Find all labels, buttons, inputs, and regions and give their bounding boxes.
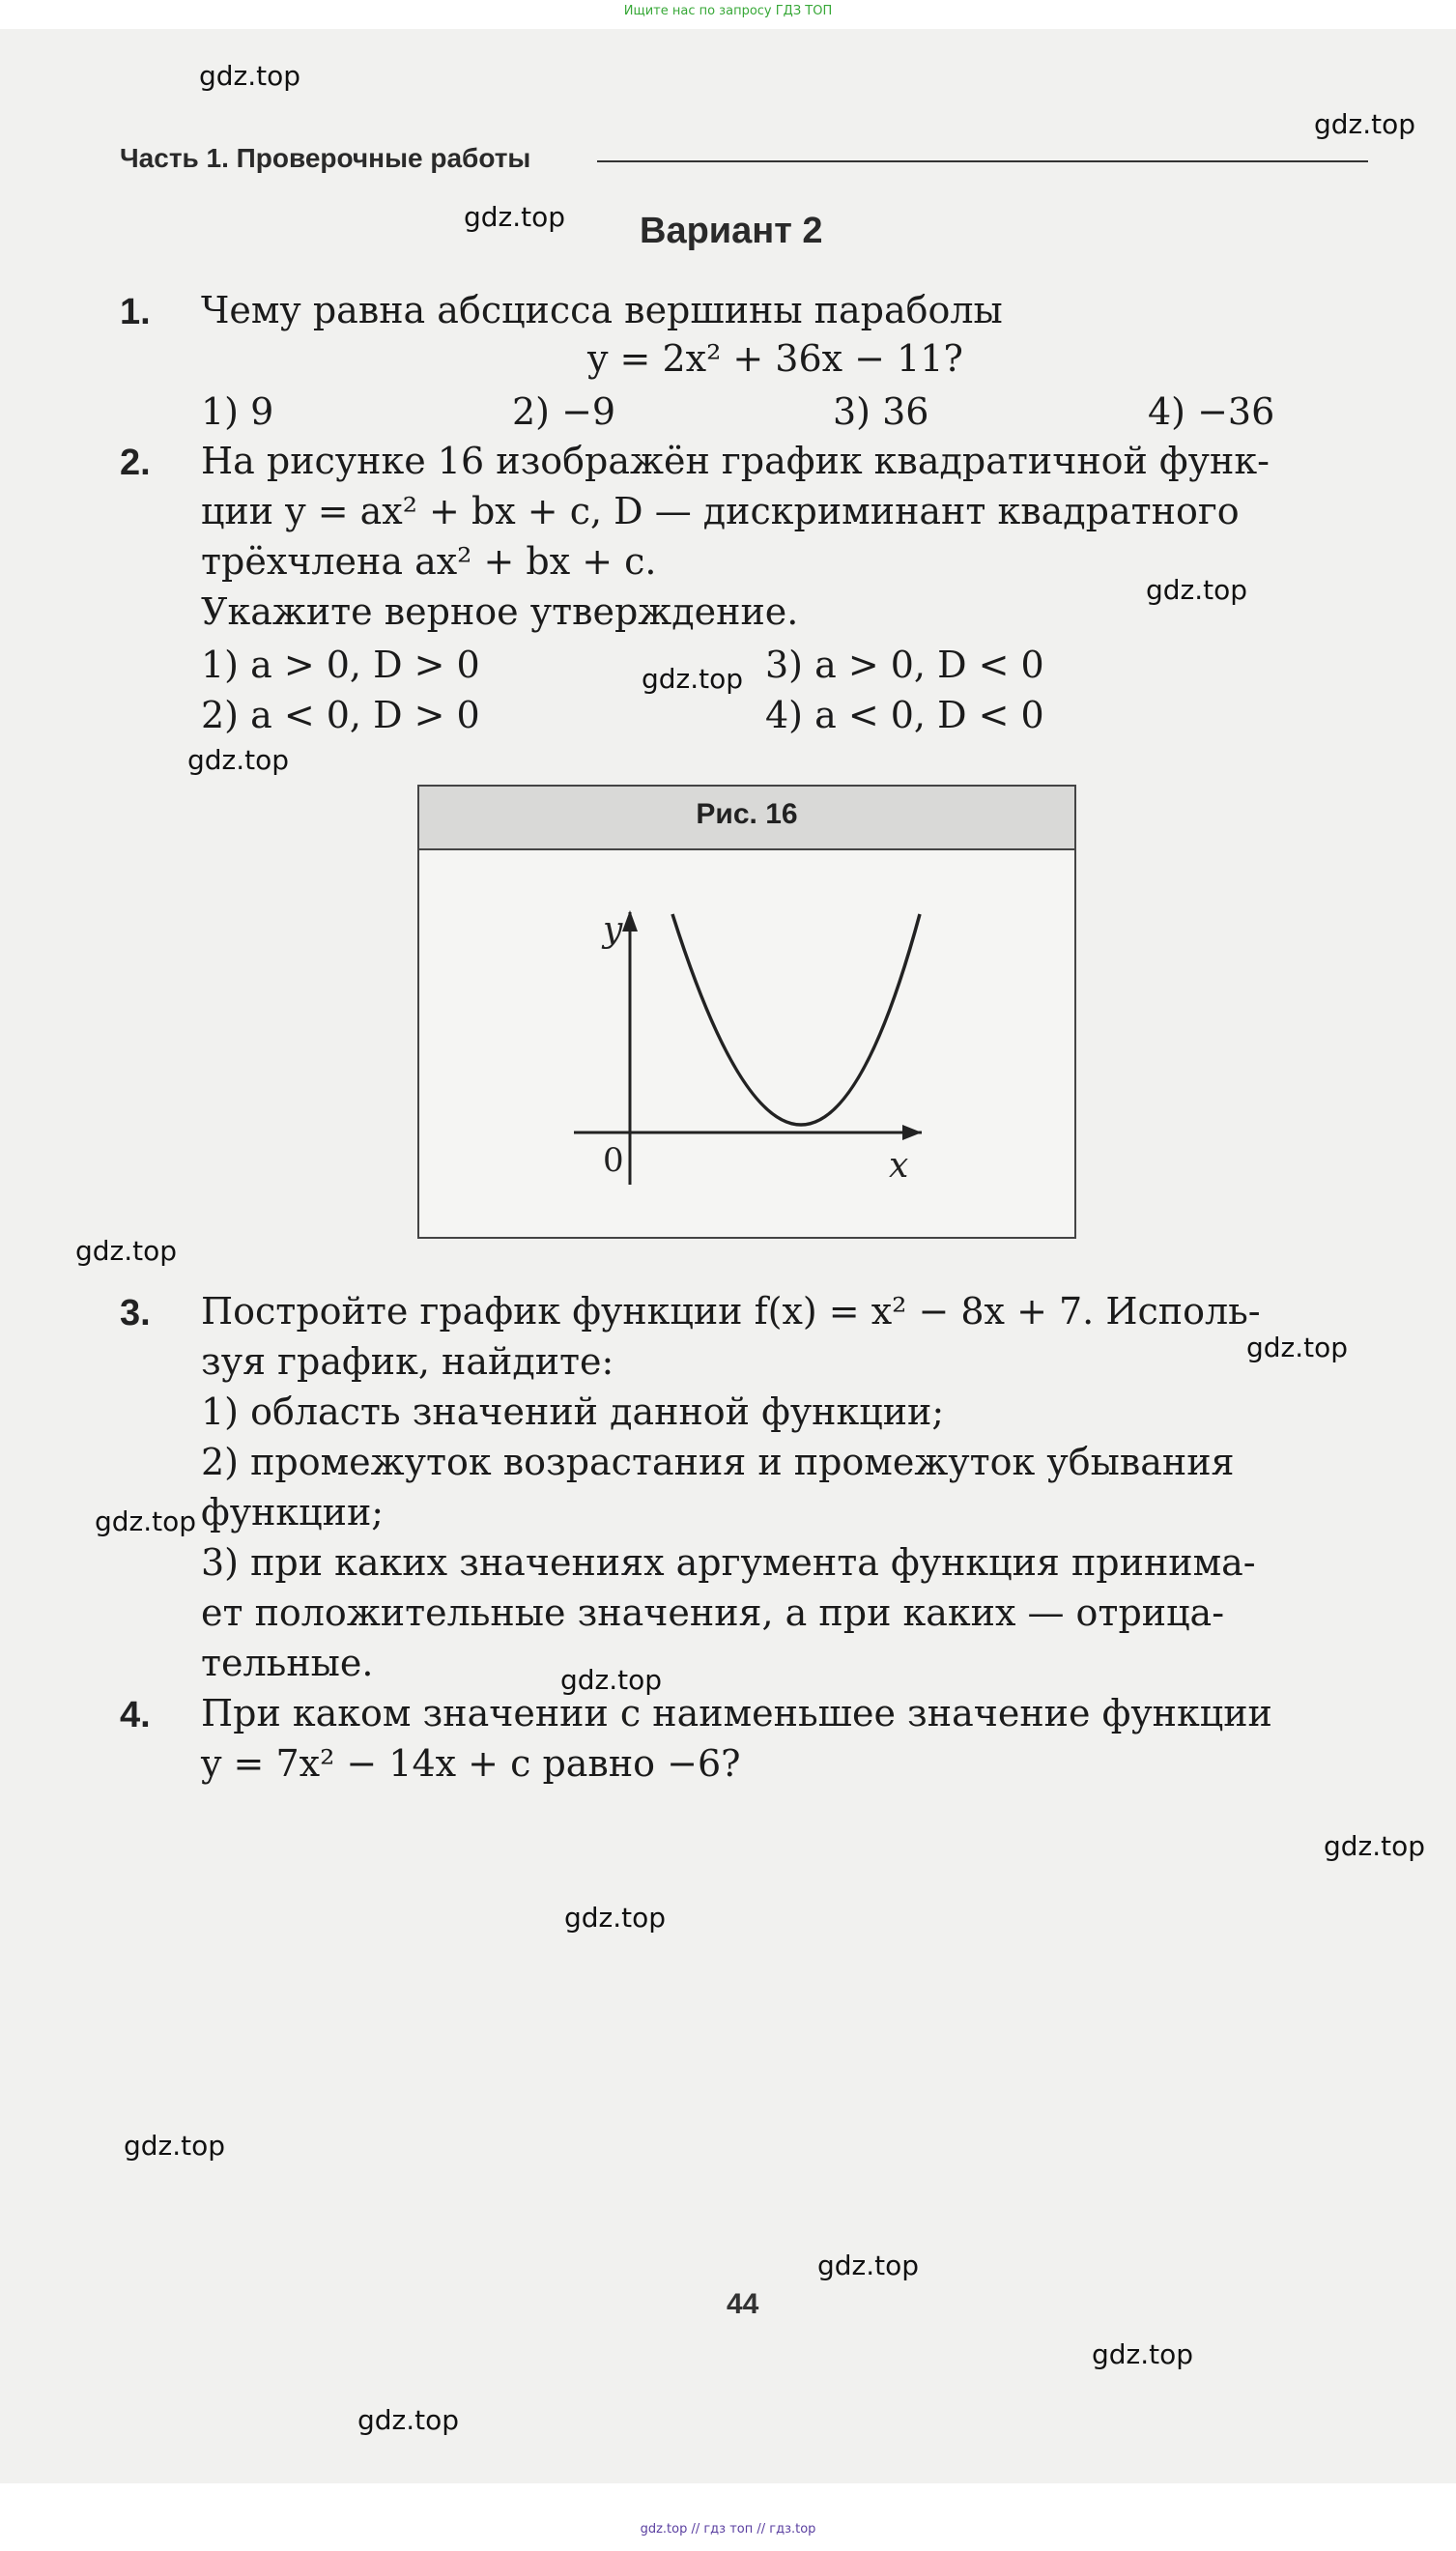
task-text-line: ции y = ax² + bx + c, D — дискриминант квадратного [201,490,1240,532]
watermark: gdz.top [464,201,566,233]
answer-option: 2) a < 0, D > 0 [201,694,480,736]
task-formula: y = 2x² + 36x − 11? [587,337,963,380]
task-text-line: тельные. [201,1642,374,1684]
task-text-line: y = 7x² − 14x + c равно −6? [201,1742,741,1785]
watermark: gdz.top [1314,108,1416,140]
task-text-line: 2) промежуток возрастания и промежуток убывания [201,1441,1235,1483]
task-text-line: 3) при каких значениях аргумента функция принима- [201,1541,1256,1584]
task-text-line: Постройте график функции f(x) = x² − 8x + 7. Исполь- [201,1290,1261,1333]
figure-16 [417,785,1076,1239]
watermark: gdz.top [187,744,290,776]
section-header: Часть 1. Проверочные работы [120,143,531,173]
watermark: gdz.top [357,2404,460,2436]
variant-title: Вариант 2 [640,211,823,251]
page-number: 44 [727,2288,759,2320]
x-axis-arrow [902,1125,922,1140]
answer-option: 1) a > 0, D > 0 [201,644,480,686]
answer-option: 3) 36 [833,390,929,433]
watermark: gdz.top [1146,574,1248,606]
watermark: gdz.top [560,1664,663,1696]
header-divider [597,160,1368,162]
task-number: 1. [120,292,151,332]
task-text-line: ет положительные значения, а при каких — отрица- [201,1591,1225,1634]
task-text-line: Чему равна абсцисса вершины параболы [201,289,1003,331]
y-axis-arrow [622,910,638,932]
parabola-graph [419,787,1074,1237]
parabola-curve [672,914,920,1125]
task-text-line: зуя график, найдите: [201,1340,614,1383]
watermark: gdz.top [1324,1830,1426,1862]
task-text-line: Укажите верное утверждение. [201,590,799,633]
watermark: gdz.top [564,1902,667,1934]
task-text-line: трёхчлена ax² + bx + c. [201,540,657,583]
task-number: 4. [120,1695,151,1735]
task-number: 3. [120,1293,151,1333]
task-text-line: функции; [201,1491,385,1533]
answer-option: 3) a > 0, D < 0 [765,644,1044,686]
answer-option: 4) a < 0, D < 0 [765,694,1044,736]
watermark: gdz.top [124,2130,226,2162]
task-text-line: На рисунке 16 изображён график квадратичной функ- [201,440,1270,482]
task-text-line: При каком значении c наименьшее значение функции [201,1692,1272,1734]
watermark: gdz.top [642,663,744,695]
watermark: gdz.top [1246,1332,1349,1363]
watermark: gdz.top [199,60,301,92]
watermark: gdz.top [817,2250,920,2281]
y-axis-label: y [603,910,623,950]
figure-caption: Рис. 16 [696,798,798,830]
task-text-line: 1) область значений данной функции; [201,1390,945,1433]
bottom-banner[interactable]: gdz.top // гдз топ // гдз.top [640,2522,816,2537]
top-banner[interactable]: Ищите нас по запросу ГДЗ ТОП [623,4,833,18]
watermark: gdz.top [95,1505,197,1537]
answer-option: 1) 9 [201,390,274,433]
watermark: gdz.top [75,1235,178,1267]
answer-option: 4) −36 [1148,390,1275,433]
x-axis-label: x [889,1146,909,1186]
origin-label: 0 [603,1141,624,1180]
answer-option: 2) −9 [512,390,616,433]
task-number: 2. [120,443,151,483]
watermark: gdz.top [1092,2338,1194,2370]
